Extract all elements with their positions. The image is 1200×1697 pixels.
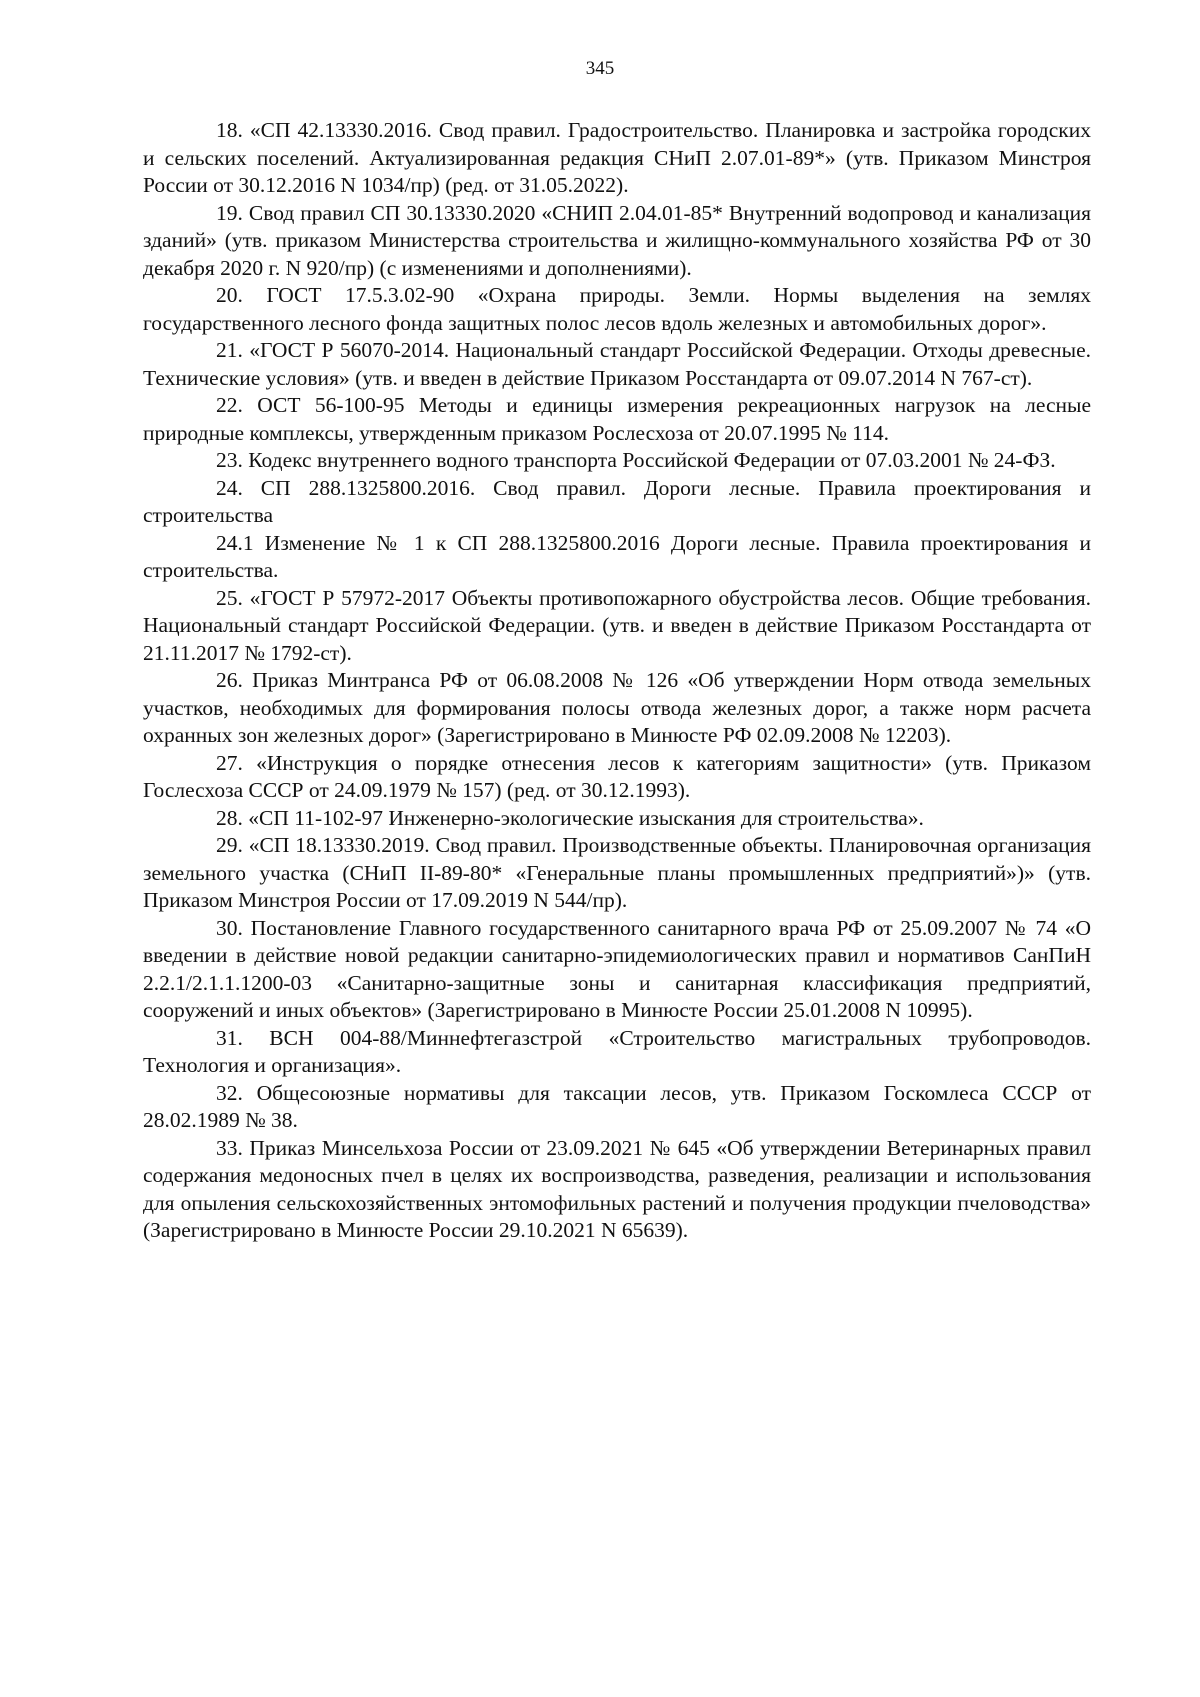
reference-item-25: 25. «ГОСТ Р 57972-2017 Объекты противопожарного обустройства лесов. Общие требования. Национальный стандарт Российской Федерации. (утв. и введен в действие Приказом Росстандарта от 21.11.2017 № 1792-ст).	[143, 585, 1091, 665]
reference-item-28: 28. «СП 11-102-97 Инженерно-экологические изыскания для строительства».	[216, 805, 924, 830]
reference-item-18: 18. «СП 42.13330.2016. Свод правил. Градостроительство. Планировка и застройка городских и сельских поселений. Актуализированная редакция СНиП 2.07.01-89*» (утв. Приказом Минстроя России от 30.12.2016 N 1034/пр) (ред. от 31.05.2022).	[143, 118, 1091, 197]
reference-item-31: 31. ВСН 004-88/Миннефтегазстрой «Строительство магистральных трубопроводов. Технология и организация».	[143, 1025, 1091, 1077]
reference-item-24: 24. СП 288.1325800.2016. Свод правил. Дороги лесные. Правила проектирования и строительства	[143, 475, 1091, 527]
reference-item-20: 20. ГОСТ 17.5.3.02-90 «Охрана природы. Земли. Нормы выделения на землях государственного лесного фонда защитных полос лесов вдоль железных и автомобильных дорог».	[143, 283, 1091, 335]
reference-item-24-1: 24.1 Изменение № 1 к СП 288.1325800.2016 Дороги лесные. Правила проектирования и строительства.	[143, 530, 1091, 582]
reference-item-33: 33. Приказ Минсельхоза России от 23.09.2021 № 645 «Об утверждении Ветеринарных правил содержания медоносных пчел в целях их воспроизводства, разведения, реализации и использования для опыления сельскохозяйственных энтомофильных растений и получения продукции пчеловодства» (Зарегистрировано в Минюсте России 29.10.2021 N 65639).	[143, 1135, 1091, 1242]
page-number: 345	[585, 58, 615, 79]
reference-item-26: 26. Приказ Минтранса РФ от 06.08.2008 № 126 «Об утверждении Норм отвода земельных участков, необходимых для формирования полосы отвода железных дорог, а также норм расчета охранных зон железных дорог» (Зарегистрировано в Минюсте РФ 02.09.2008 № 12203).	[143, 668, 1091, 747]
reference-item-23: 23. Кодекс внутреннего водного транспорта Российской Федерации от 07.03.2001 № 24-ФЗ.	[216, 448, 1056, 472]
reference-item-22: 22. ОСТ 56-100-95 Методы и единицы измерения рекреационных нагрузок на лесные природные комплексы, утвержденным приказом Рослесхоза от 20.07.1995 № 114.	[143, 393, 1091, 445]
reference-item-30: 30. Постановление Главного государственного санитарного врача РФ от 25.09.2007 № 74 «О введении в действие новой редакции санитарно-эпидемиологических правил и нормативов СанПиН 2.2.1/2.1.1.1200-03 «Санитарно-защитные зоны и санитарная классификация предприятий, сооружений и иных объектов» (Зарегистрировано в Минюсте России 25.01.2008 N 10995).	[143, 915, 1091, 1022]
reference-item-21: 21. «ГОСТ Р 56070-2014. Национальный стандарт Российской Федерации. Отходы древесные. Технические условия» (утв. и введен в действие Приказом Росстандарта от 09.07.2014 N 767-ст).	[143, 338, 1091, 390]
reference-item-32: 32. Общесоюзные нормативы для таксации лесов, утв. Приказом Госкомлеса СССР от 28.02.1989 № 38.	[143, 1080, 1091, 1132]
reference-item-29: 29. «СП 18.13330.2019. Свод правил. Производственные объекты. Планировочная организация земельного участка (СНиП II-89-80* «Генеральные планы промышленных предприятий»)» (утв. Приказом Минстроя России от 17.09.2019 N 544/пр).	[143, 833, 1091, 912]
reference-list	[143, 117, 1091, 1245]
reference-item-27: 27. «Инструкция о порядке отнесения лесов к категориям защитности» (утв. Приказом Гослесхоза СССР от 24.09.1979 № 157) (ред. от 30.12.1993).	[143, 750, 1091, 802]
reference-item-19: 19. Свод правил СП 30.13330.2020 «СНИП 2.04.01-85* Внутренний водопровод и канализация зданий» (утв. приказом Министерства строительства и жилищно-коммунального хозяйства РФ от 30 декабря 2020 г. N 920/пр) (с изменениями и дополнениями).	[143, 200, 1091, 280]
